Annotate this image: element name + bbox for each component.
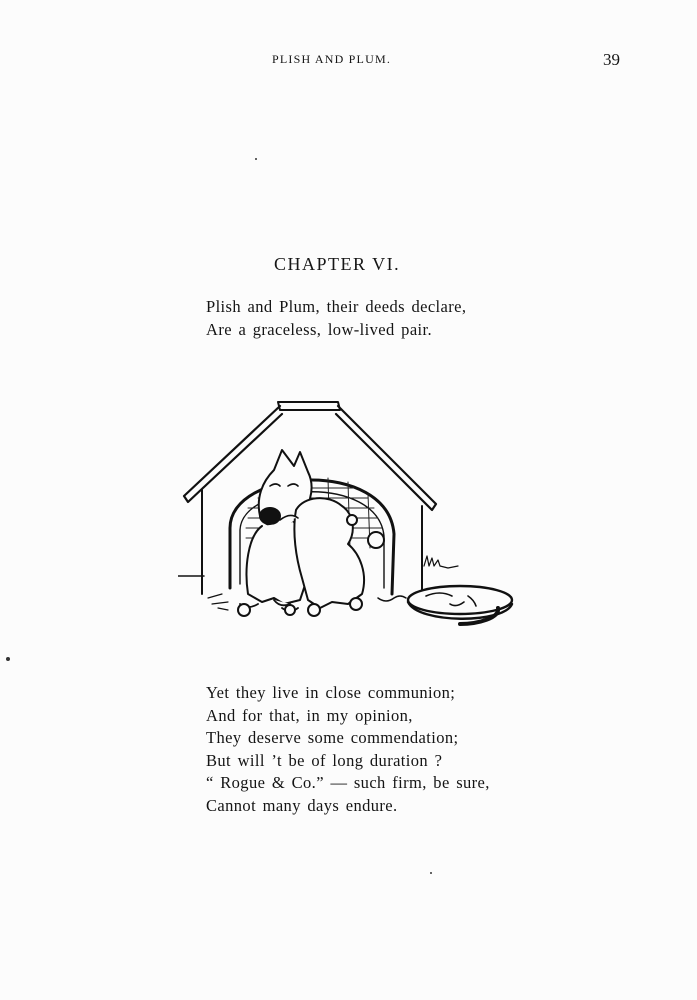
running-head: PLISH AND PLUM. bbox=[272, 52, 392, 66]
verse-line: Plish and Plum, their deeds declare, bbox=[206, 297, 467, 316]
chapter-title: CHAPTER VI. bbox=[274, 254, 401, 274]
paper-speck bbox=[255, 158, 257, 160]
verse-stanza-2 bbox=[206, 682, 490, 817]
straw bbox=[208, 594, 228, 610]
verse-line: They deserve some commendation; bbox=[206, 728, 459, 747]
verse-line: Yet they live in close communion; bbox=[206, 683, 456, 702]
chain bbox=[378, 596, 406, 601]
verse-line: Are a graceless, low-lived pair. bbox=[206, 319, 433, 339]
roof-ridge bbox=[278, 402, 340, 410]
food-dish bbox=[408, 586, 512, 624]
paper-speck bbox=[6, 657, 10, 661]
verse-line: Cannot many days endure. bbox=[206, 795, 398, 815]
doghouse-illustration bbox=[178, 398, 518, 630]
verse-line: “ Rogue & Co.” — such firm, be sure, bbox=[206, 773, 490, 792]
verse-line: But will ’t be of long duration ? bbox=[206, 750, 443, 770]
roof-right bbox=[336, 406, 436, 510]
verse-line: And for that, in my opinion, bbox=[206, 705, 413, 725]
page-number: 39 bbox=[603, 50, 620, 69]
paper-speck bbox=[430, 872, 432, 874]
grass-tufts bbox=[424, 556, 458, 568]
verse-stanza-1 bbox=[206, 296, 466, 341]
